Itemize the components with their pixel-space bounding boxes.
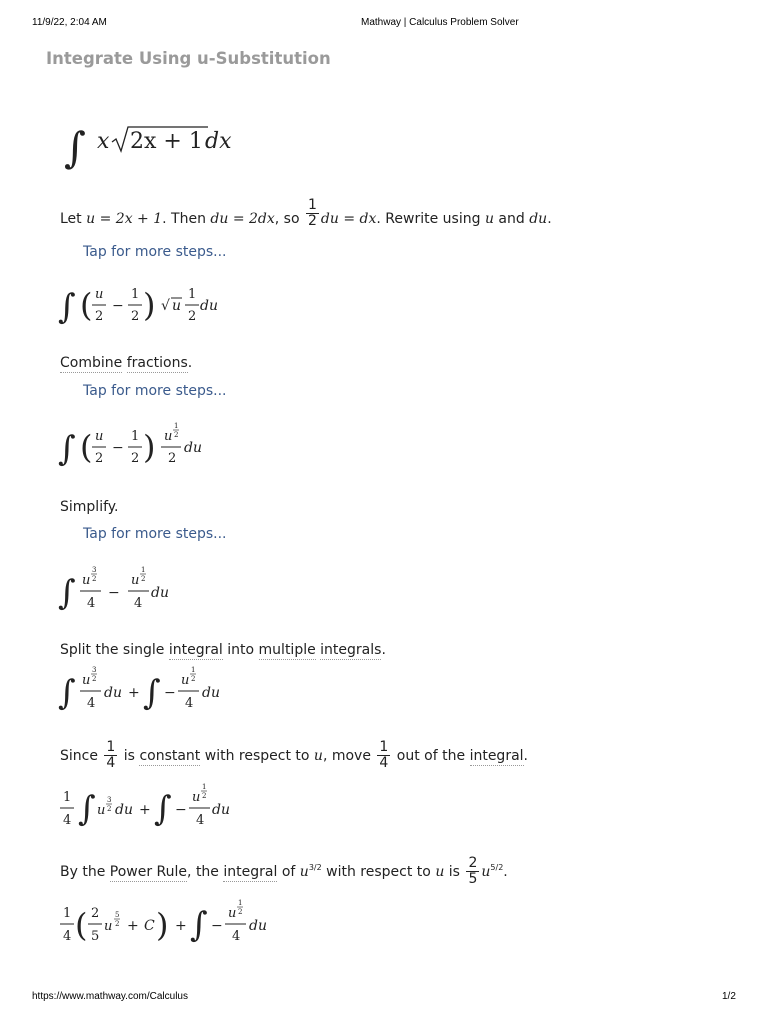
svg-text:du: du	[200, 298, 218, 314]
svg-text:∫: ∫	[58, 573, 76, 613]
svg-text:2: 2	[92, 575, 97, 583]
svg-text:−: −	[164, 685, 176, 701]
svg-text:∫: ∫	[78, 789, 96, 829]
svg-text:5: 5	[91, 929, 100, 944]
tap-more-steps-1[interactable]: Tap for more steps...	[83, 244, 227, 260]
print-page-title: Mathway | Calculus Problem Solver	[361, 17, 519, 28]
tap-more-steps-2[interactable]: Tap for more steps...	[83, 383, 227, 399]
link-integrals[interactable]: integrals	[320, 642, 382, 658]
link-combine[interactable]: Combine	[60, 355, 123, 371]
svg-text:2: 2	[107, 805, 112, 813]
link-fractions[interactable]: fractions	[126, 355, 188, 371]
svg-text:−: −	[108, 585, 120, 601]
svg-text:∫: ∫	[58, 673, 76, 713]
expr-4	[58, 666, 220, 713]
svg-text:u: u	[228, 906, 237, 921]
link-integral-2[interactable]: integral	[469, 747, 524, 764]
svg-text:2: 2	[92, 675, 97, 683]
svg-text:4: 4	[185, 696, 194, 711]
svg-text:u: u	[95, 429, 104, 444]
svg-text:1: 1	[131, 287, 140, 302]
svg-text:u: u	[131, 573, 140, 588]
svg-text:4: 4	[134, 596, 143, 611]
svg-text:du: du	[202, 685, 220, 701]
svg-text:du: du	[249, 918, 267, 934]
svg-text:1: 1	[174, 422, 179, 430]
svg-text:+: +	[139, 802, 151, 818]
expr-1	[58, 286, 218, 327]
svg-text:√: √	[161, 298, 170, 314]
expr-5	[60, 783, 230, 829]
svg-text:u: u	[164, 429, 173, 444]
expr-3	[58, 566, 169, 613]
svg-text:2: 2	[174, 431, 179, 439]
svg-text:2: 2	[202, 792, 207, 800]
expr-6	[60, 899, 267, 945]
svg-text:du: du	[212, 802, 230, 818]
svg-text:2: 2	[131, 451, 140, 466]
svg-text:∫: ∫	[154, 789, 172, 829]
svg-text:1: 1	[238, 899, 243, 907]
problem-dx: dx	[205, 129, 232, 154]
svg-text:u: u	[82, 673, 91, 688]
svg-text:4: 4	[232, 929, 241, 944]
svg-text:): )	[143, 428, 156, 466]
svg-text:5: 5	[115, 911, 120, 919]
svg-text:2: 2	[131, 309, 140, 324]
step-2-text: Combine fractions.	[60, 355, 193, 371]
problem-x: x	[97, 129, 110, 154]
svg-text:2: 2	[91, 906, 100, 921]
svg-text:du: du	[184, 440, 202, 456]
svg-text:1: 1	[191, 666, 196, 674]
svg-text:C: C	[144, 918, 155, 934]
svg-text:3: 3	[107, 796, 112, 804]
step-6-text: By the Power Rule, the integral of $u^{3/2}$ with respect to u is $\frac{2}{5}$ $u^{5/2}$.	[60, 855, 508, 888]
svg-text:u: u	[95, 287, 104, 302]
svg-text:2: 2	[238, 908, 243, 916]
svg-text:4: 4	[63, 813, 72, 828]
sqrt-sign	[112, 127, 208, 151]
svg-text:): )	[156, 906, 169, 944]
svg-text:2: 2	[95, 451, 104, 466]
expr-2	[58, 422, 202, 469]
svg-text:−: −	[175, 802, 187, 818]
svg-text:du: du	[115, 802, 133, 818]
svg-text:2: 2	[95, 309, 104, 324]
svg-text:u: u	[192, 790, 201, 805]
svg-text:1: 1	[131, 429, 140, 444]
link-multiple[interactable]: multiple	[258, 642, 316, 658]
svg-text:1: 1	[63, 906, 72, 921]
svg-text:(: (	[75, 906, 88, 944]
print-url: https://www.mathway.com/Calculus	[32, 991, 188, 1002]
step-4-text: Split the single integral into multiple integrals.	[60, 642, 386, 658]
svg-text:+: +	[127, 918, 139, 934]
svg-text:+: +	[175, 918, 187, 934]
svg-text:∫: ∫	[58, 429, 76, 469]
svg-text:3: 3	[92, 666, 97, 674]
link-constant[interactable]: constant	[139, 747, 201, 764]
svg-text:2: 2	[168, 451, 177, 466]
link-integral[interactable]: integral	[168, 642, 223, 658]
svg-text:4: 4	[87, 696, 96, 711]
link-integral-3[interactable]: integral	[223, 863, 278, 880]
page-title: Integrate Using u-Substitution	[46, 49, 331, 68]
svg-text:1: 1	[63, 790, 72, 805]
svg-text:2: 2	[191, 675, 196, 683]
print-datetime: 11/9/22, 2:04 AM	[32, 17, 107, 28]
print-page-count: 1/2	[722, 991, 736, 1002]
problem-expression	[64, 123, 232, 172]
integral-sign: ∫	[64, 123, 86, 172]
step-1-text: Let u = 2x + 1. Then du = 2dx, so $\frac{1}{2}$ du = dx. Rewrite using u and du.	[60, 197, 552, 230]
tap-more-steps-3[interactable]: Tap for more steps...	[83, 526, 227, 542]
problem-radicand: 2x + 1	[130, 129, 203, 154]
svg-text:−: −	[112, 298, 124, 314]
step-3-text: Simplify.	[60, 499, 119, 515]
svg-text:4: 4	[196, 813, 205, 828]
svg-text:∫: ∫	[58, 287, 76, 327]
svg-text:du: du	[104, 685, 122, 701]
svg-text:1: 1	[188, 287, 197, 302]
svg-text:u: u	[172, 298, 182, 314]
svg-text:2: 2	[188, 309, 197, 324]
svg-text:u: u	[181, 673, 190, 688]
svg-text:4: 4	[63, 929, 72, 944]
svg-text:−: −	[112, 440, 124, 456]
svg-text:(: (	[80, 428, 93, 466]
svg-text:+: +	[128, 685, 140, 701]
svg-text:u: u	[97, 803, 106, 818]
step-5-text: Since $\frac{1}{4}$ is constant with respect to u, move $\frac{1}{4}$ out of the integral.	[60, 739, 528, 772]
svg-text:2: 2	[141, 575, 146, 583]
svg-text:∫: ∫	[190, 905, 208, 945]
svg-text:u: u	[104, 919, 113, 934]
svg-text:1: 1	[141, 566, 146, 574]
link-power-rule[interactable]: Power Rule	[109, 863, 188, 880]
svg-text:(: (	[80, 286, 93, 324]
svg-text:1: 1	[202, 783, 207, 791]
svg-text:du: du	[151, 585, 169, 601]
svg-text:−: −	[211, 918, 223, 934]
svg-text:4: 4	[87, 596, 96, 611]
svg-text:u: u	[82, 573, 91, 588]
svg-text:): )	[143, 286, 156, 324]
svg-text:2: 2	[115, 920, 120, 928]
svg-text:3: 3	[92, 566, 97, 574]
svg-text:∫: ∫	[143, 673, 161, 713]
